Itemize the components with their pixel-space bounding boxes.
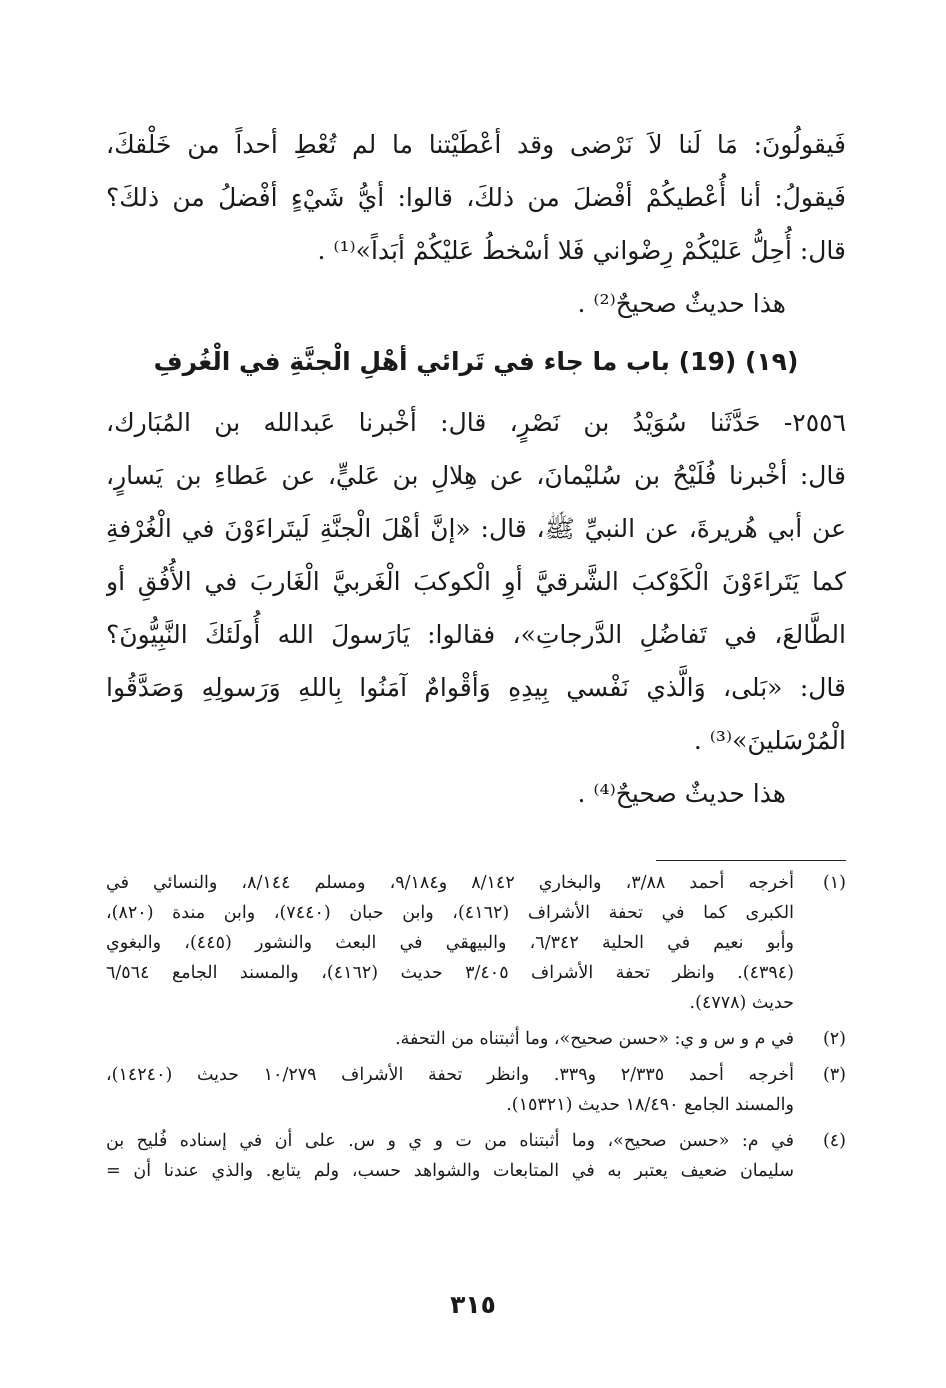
text-line: الطَّالعَ، في تَفاضُلِ الدَّرجاتِ»، فقالوا: يَارَسولَ الله أُولَئكَ النَّبِيُّونَ؟: [106, 620, 846, 649]
footnote-4: [106, 1126, 846, 1186]
footnote-line: سليمان ضعيف يعتبر به في المتابعات والشواهد حسب، ولم يتابع. والذي عندنا أن =: [106, 1161, 794, 1181]
text-line: قال: «بَلى، وَالَّذي نَفْسي بِيدِهِ وَأقْوامٌ آمَنُوا بِاللهِ وَرَسولِهِ وَصَدَّقُوا: [106, 673, 846, 702]
footnote-line: حديث (٤٧٧٨).: [689, 993, 794, 1013]
text-line: ٢٥٥٦- حَدَّثَنا سُوَيْدُ بن نَصْرٍ، قال: أخْبرنا عَبدالله بن المُبَارك،: [106, 408, 846, 437]
footnote-line: الكبرى كما في تحفة الأشراف (٤١٦٢)، وابن حبان (٧٤٤٠)، وابن مندة (٨٢٠)،: [106, 903, 794, 923]
footnote-number: (٤): [822, 1131, 846, 1151]
footnote-body: [106, 1060, 794, 1120]
footnote-number: (١): [822, 873, 846, 893]
hadith-verdict-1: هذا حديثٌ صحيحٌ⁽²⁾ .: [577, 289, 786, 318]
footnote-line: وأبو نعيم في الحلية ٦/٣٤٢، والبيهقي في البعث والنشور (٤٤٥)، والبغوي: [106, 933, 794, 953]
footnote-2: [106, 1024, 846, 1054]
footnote-line: في م و س و ي: «حسن صحيح»، وما أثبتناه من التحفة.: [395, 1029, 794, 1049]
footnote-number: (٣): [822, 1065, 846, 1085]
paragraph-2: [106, 396, 846, 767]
text-line: فَيقولُ: أنا أُعْطيكُمْ أفْضلَ من ذلكَ، قالوا: أيُّ شَيْءٍ أفْضلُ من ذلكَ؟: [106, 183, 846, 212]
text-line: قال: أخْبرنا فُلَيْحُ بن سُليْمانَ، عن هِلالِ بن عَليٍّ، عن عَطاءِ بن يَسارٍ،: [106, 461, 846, 490]
text-line: عن أبي هُريرةَ، عن النبيِّ ﷺ، قال: «إنَّ أهْلَ الْجنَّةِ لَيتَراءَوْنَ في الْغُرْفةِ: [106, 514, 846, 543]
footnote-line: أخرجه أحمد ٣/٨٨، والبخاري ٨/١٤٢ و٩/١٨٤، ومسلم ٨/١٤٤، والنسائي في: [106, 873, 794, 893]
page-number: ٣١٥: [450, 1290, 496, 1319]
footnote-number: (٢): [822, 1029, 846, 1049]
footnote-divider: [656, 860, 846, 861]
text-line: فَيقولُونَ: مَا لَنا لاَ نَرْضى وقد أعْطَيْتنا ما لم تُعْطِ أحداً من خَلْقكَ،: [106, 130, 846, 159]
text-line: كما يَتَراءَوْنَ الْكَوْكبَ الشَّرقيَّ أوِ الْكوكبَ الْغَربيَّ الْغَاربَ في الأُفُقِ أو: [106, 567, 846, 596]
footnote-3: [106, 1060, 846, 1120]
footnotes: [106, 868, 846, 1192]
footnote-line: في م: «حسن صحيح»، وما أثبتناه من ت و ي و س. على أن في إسناده فُليح بن: [106, 1131, 794, 1151]
main-text: [106, 118, 846, 820]
paragraph-1: [106, 118, 846, 277]
hadith-verdict-2: هذا حديثٌ صحيحٌ⁽⁴⁾ .: [577, 779, 786, 808]
text-line: الْمُرْسَلينَ»⁽³⁾ .: [693, 726, 846, 755]
chapter-title: (١٩) (19) باب ما جاء في تَرائي أهْلِ الْجنَّةِ في الْغُرفِ: [153, 347, 799, 376]
footnote-body: [106, 868, 794, 1018]
footnote-line: أخرجه أحمد ٢/٣٣٥ و٣٣٩. وانظر تحفة الأشراف ١٠/٢٧٩ حديث (١٤٢٤٠)،: [106, 1065, 794, 1085]
footnote-body: [106, 1126, 794, 1186]
footnote-1: [106, 868, 846, 1018]
footnote-line: والمسند الجامع ١٨/٤٩٠ حديث (١٥٣٢١).: [506, 1095, 794, 1115]
text-line: قال: أُحِلُّ عَليْكُمْ رِضْواني فَلا أسْخطُ عَليْكُمْ أبَداً»⁽¹⁾ .: [317, 236, 846, 265]
footnote-line: (٤٣٩٤). وانظر تحفة الأشراف ٣/٤٠٥ حديث (٤١٦٢)، والمسند الجامع ٦/٥٦٤: [106, 963, 794, 983]
footnote-body: [106, 1024, 794, 1054]
